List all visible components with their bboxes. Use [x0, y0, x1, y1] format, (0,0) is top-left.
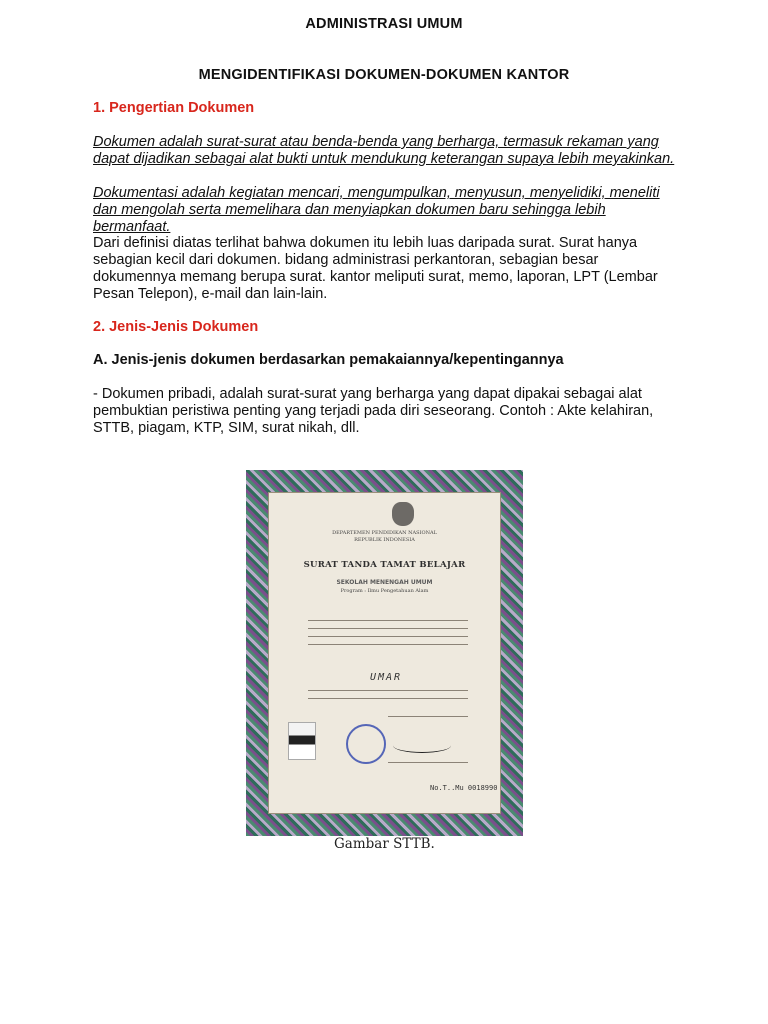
certificate-school: SEKOLAH MENENGAH UMUM	[336, 579, 433, 586]
garuda-emblem-icon	[392, 502, 414, 526]
certificate-ministry: DEPARTEMEN PENDIDIKAN NASIONAL	[332, 530, 437, 536]
definition-dokumentasi: Dokumentasi adalah kegiatan mencari, mengumpulkan, menyusun, menyelidiki, meneliti dan mengolah serta memelihara dan menyiapkan dokumen baru sehingga lebih bermanfaat.	[93, 185, 660, 235]
section-1-body: Dari definisi diatas terlihat bahwa dokumen itu lebih luas daripada surat. Surat hanya sebagian kecil dari dokumen. bidang administrasi perkantoran, sebagian besar dokumennya memang berupa surat. kantor meliputi surat, memo, laporan, LPT (Lembar Pesan Telepon), e-mail dan lain-lain.	[93, 235, 658, 302]
section-2-body: - Dokumen pribadi, adalah surat-surat yang berharga yang dapat dipakai sebagai alat pembuktian peristiwa penting yang terjadi pada diri seseorang. Contoh : Akte kelahiran, STTB, piagam, KTP, SIM, surat nikah, dll.	[93, 386, 654, 436]
certificate-republic: REPUBLIK INDONESIA	[354, 537, 415, 543]
certificate-holder-name: UMAR	[370, 672, 403, 683]
certificate-program: Program : Ilmu Pengetahuan Alam	[340, 588, 429, 594]
certificate-line	[308, 636, 468, 637]
certificate-line	[388, 762, 468, 763]
certificate-serial: No.T..Mu 0018990	[430, 784, 498, 792]
figure-caption: Gambar STTB.	[334, 836, 435, 852]
certificate-line	[308, 644, 468, 645]
section-1-heading: 1. Pengertian Dokumen	[93, 100, 255, 116]
certificate-line	[308, 690, 468, 691]
section-2-subheading: A. Jenis-jenis dokumen berdasarkan pemakaiannya/kepentingannya	[93, 352, 564, 368]
definition-dokumen: Dokumen adalah surat-surat atau benda-benda yang berharga, termasuk rekaman yang dapat dijadikan sebagai alat bukti untuk mendukung keterangan supaya lebih meyakinkan.	[93, 134, 675, 167]
section-2-heading: 2. Jenis-Jenis Dokumen	[93, 319, 259, 335]
school-stamp-icon	[346, 724, 386, 764]
certificate-line	[308, 620, 468, 621]
sttb-certificate-image	[246, 470, 523, 836]
signature	[393, 738, 451, 753]
student-photo	[288, 722, 316, 760]
document-subtitle: MENGIDENTIFIKASI DOKUMEN-DOKUMEN KANTOR	[198, 67, 570, 83]
certificate-body	[268, 492, 501, 814]
certificate-line	[308, 698, 468, 699]
certificate-title: SURAT TANDA TAMAT BELAJAR	[303, 560, 466, 570]
certificate-line	[308, 628, 468, 629]
certificate-line	[388, 716, 468, 717]
document-title: ADMINISTRASI UMUM	[305, 16, 463, 32]
